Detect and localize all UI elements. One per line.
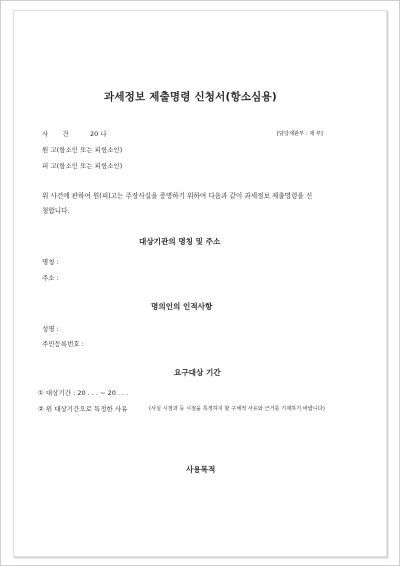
intro-text-line-2: 청합니다. xyxy=(42,207,70,215)
document-title: 과세정보 제출명령 신청서(항소심용) xyxy=(104,91,277,103)
document-page xyxy=(13,10,387,557)
section-purpose: 사용목적 xyxy=(186,465,216,474)
assigned-division: [담당재판부 : 제 부] xyxy=(277,131,323,137)
holder-rrn-label: 주민등록번호 : xyxy=(42,340,84,348)
period-item-2: ② 위 대상기간으로 특정한 사유 xyxy=(38,405,128,413)
institution-name-label: 명칭 : xyxy=(42,258,59,266)
plaintiff-line: 원 고(항소인 또는 피항소인) xyxy=(42,146,123,154)
period-item-1: ① 대상기간 : 20 . . . ~ 20 . . . xyxy=(38,389,129,397)
section-target-institution: 대상기관의 명칭 및 주소 xyxy=(139,237,221,246)
defendant-line: 피 고(항소인 또는 피항소인) xyxy=(42,162,123,170)
section-account-holder: 명의인의 인적사항 xyxy=(151,302,213,311)
intro-text-line-1: 위 사건에 관하여 원(피)고는 주장사실을 증명하기 위하여 다음과 같이 과세정보 제출명령을 신 xyxy=(42,192,313,200)
period-item-2-note: (사실 시점과 등 시점을 특정하지 할 구체적 사유와 근거를 기재하기 바랍니다) xyxy=(149,406,325,412)
holder-name-label: 성명 : xyxy=(42,325,59,333)
case-number: 20 나 xyxy=(90,130,107,138)
institution-address-label: 주소 : xyxy=(42,274,59,282)
section-request-period: 요구대상 기간 xyxy=(174,368,221,377)
case-label: 사 건 xyxy=(42,130,75,138)
